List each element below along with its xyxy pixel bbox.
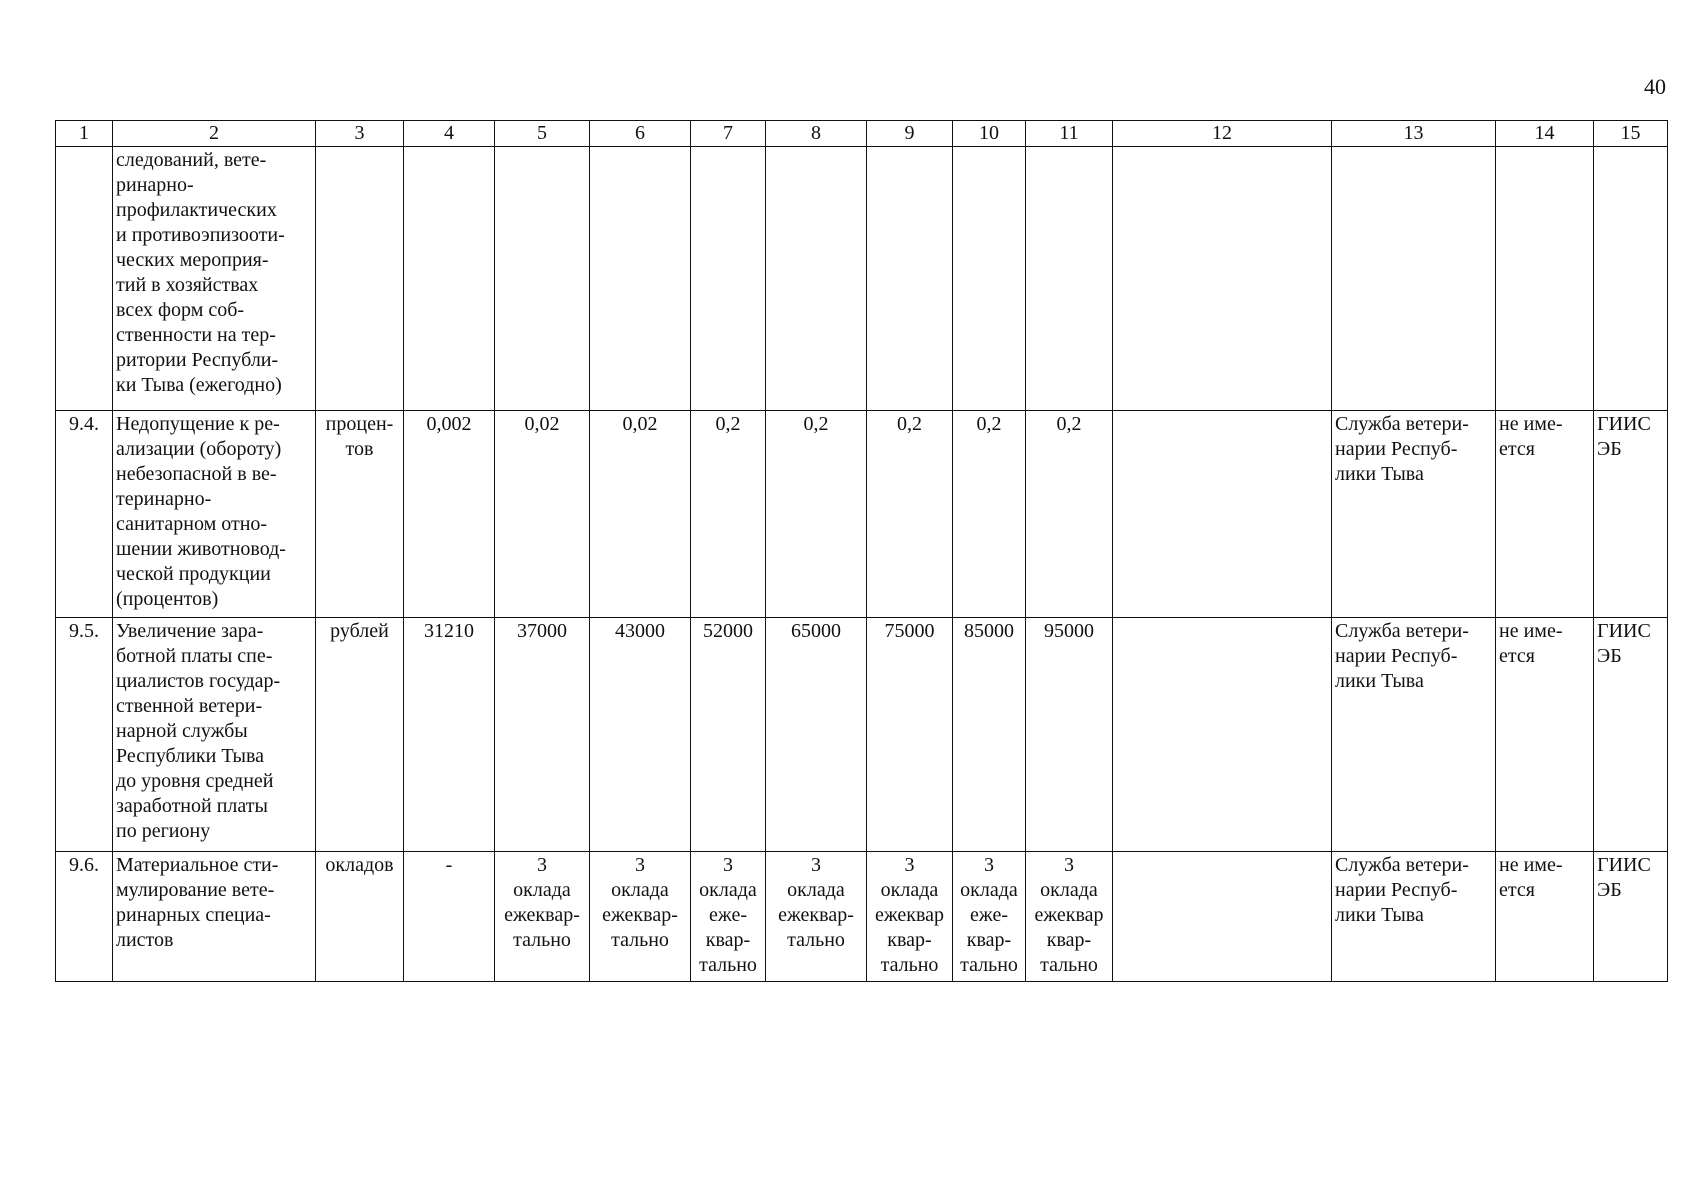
value-cell: 3 оклада ежеквар- тально xyxy=(495,852,590,982)
column-header: 11 xyxy=(1026,121,1113,147)
table-row xyxy=(56,147,1668,411)
column-header: 4 xyxy=(404,121,495,147)
value-cell: - xyxy=(404,852,495,982)
value-cell: 3 оклада еже- квар- тально xyxy=(953,852,1026,982)
indicator-name: Недопущение к ре- ализации (обороту) небезопасной в ве- теринарно- санитарном отно- шении животновод- ческой продукции (процентов) xyxy=(113,411,316,618)
empty-cell xyxy=(1113,852,1332,982)
note-cell: не име- ется xyxy=(1496,618,1594,852)
unit: окладов xyxy=(316,852,404,982)
column-header: 14 xyxy=(1496,121,1594,147)
value-cell: 31210 xyxy=(404,618,495,852)
value-cell: 52000 xyxy=(691,618,766,852)
column-header: 15 xyxy=(1594,121,1668,147)
column-header: 7 xyxy=(691,121,766,147)
row-number: 9.5. xyxy=(56,618,113,852)
value-cell: 3 оклада ежеквар- тально xyxy=(766,852,867,982)
value-cell xyxy=(590,147,691,411)
row-number xyxy=(56,147,113,411)
table-row xyxy=(56,852,1668,982)
indicators-table xyxy=(55,120,1668,982)
column-header: 9 xyxy=(867,121,953,147)
unit xyxy=(316,147,404,411)
indicator-name: Увеличение зара- ботной платы спе- циалистов государ- ственной ветери- нарной службы Республики Тыва до уровня средней заработной платы по региону xyxy=(113,618,316,852)
system-cell: ГИИС ЭБ xyxy=(1594,618,1668,852)
system-cell xyxy=(1594,147,1668,411)
value-cell xyxy=(495,147,590,411)
column-header: 5 xyxy=(495,121,590,147)
value-cell xyxy=(691,147,766,411)
value-cell: 75000 xyxy=(867,618,953,852)
value-cell xyxy=(867,147,953,411)
value-cell: 0,02 xyxy=(495,411,590,618)
value-cell: 43000 xyxy=(590,618,691,852)
row-number: 9.6. xyxy=(56,852,113,982)
column-header: 3 xyxy=(316,121,404,147)
table-row xyxy=(56,411,1668,618)
column-header: 12 xyxy=(1113,121,1332,147)
column-header: 13 xyxy=(1332,121,1496,147)
value-cell: 3 оклада еже- квар- тально xyxy=(691,852,766,982)
column-header: 6 xyxy=(590,121,691,147)
value-cell xyxy=(404,147,495,411)
responsible-cell xyxy=(1332,147,1496,411)
responsible-cell: Служба ветери- нарии Респуб- лики Тыва xyxy=(1332,411,1496,618)
value-cell: 0,2 xyxy=(867,411,953,618)
unit: процен- тов xyxy=(316,411,404,618)
value-cell: 95000 xyxy=(1026,618,1113,852)
responsible-cell: Служба ветери- нарии Респуб- лики Тыва xyxy=(1332,852,1496,982)
value-cell: 0,02 xyxy=(590,411,691,618)
value-cell: 37000 xyxy=(495,618,590,852)
note-cell xyxy=(1496,147,1594,411)
value-cell: 3 оклада ежеквар квар- тально xyxy=(1026,852,1113,982)
value-cell: 0,2 xyxy=(766,411,867,618)
column-header: 8 xyxy=(766,121,867,147)
value-cell: 0,2 xyxy=(1026,411,1113,618)
indicator-name: Материальное сти- мулирование вете- ринарных специа- листов xyxy=(113,852,316,982)
value-cell: 65000 xyxy=(766,618,867,852)
empty-cell xyxy=(1113,411,1332,618)
value-cell: 0,002 xyxy=(404,411,495,618)
system-cell: ГИИС ЭБ xyxy=(1594,852,1668,982)
column-header: 2 xyxy=(113,121,316,147)
note-cell: не име- ется xyxy=(1496,411,1594,618)
table-header-row xyxy=(56,121,1668,147)
note-cell: не име- ется xyxy=(1496,852,1594,982)
value-cell: 3 оклада ежеквар квар- тально xyxy=(867,852,953,982)
value-cell xyxy=(1026,147,1113,411)
value-cell: 3 оклада ежеквар- тально xyxy=(590,852,691,982)
page-number: 40 xyxy=(1644,74,1666,99)
column-header: 10 xyxy=(953,121,1026,147)
indicator-name: следований, вете- ринарно- профилактических и противоэпизооти- ческих мероприя- тий в хозяйствах всех форм соб- ственности на тер- ритории Республи- ки Тыва (ежегодно) xyxy=(113,147,316,411)
column-header: 1 xyxy=(56,121,113,147)
empty-cell xyxy=(1113,147,1332,411)
system-cell: ГИИС ЭБ xyxy=(1594,411,1668,618)
empty-cell xyxy=(1113,618,1332,852)
value-cell xyxy=(766,147,867,411)
value-cell: 85000 xyxy=(953,618,1026,852)
value-cell: 0,2 xyxy=(691,411,766,618)
row-number: 9.4. xyxy=(56,411,113,618)
value-cell xyxy=(953,147,1026,411)
table-row xyxy=(56,618,1668,852)
value-cell: 0,2 xyxy=(953,411,1026,618)
unit: рублей xyxy=(316,618,404,852)
responsible-cell: Служба ветери- нарии Респуб- лики Тыва xyxy=(1332,618,1496,852)
